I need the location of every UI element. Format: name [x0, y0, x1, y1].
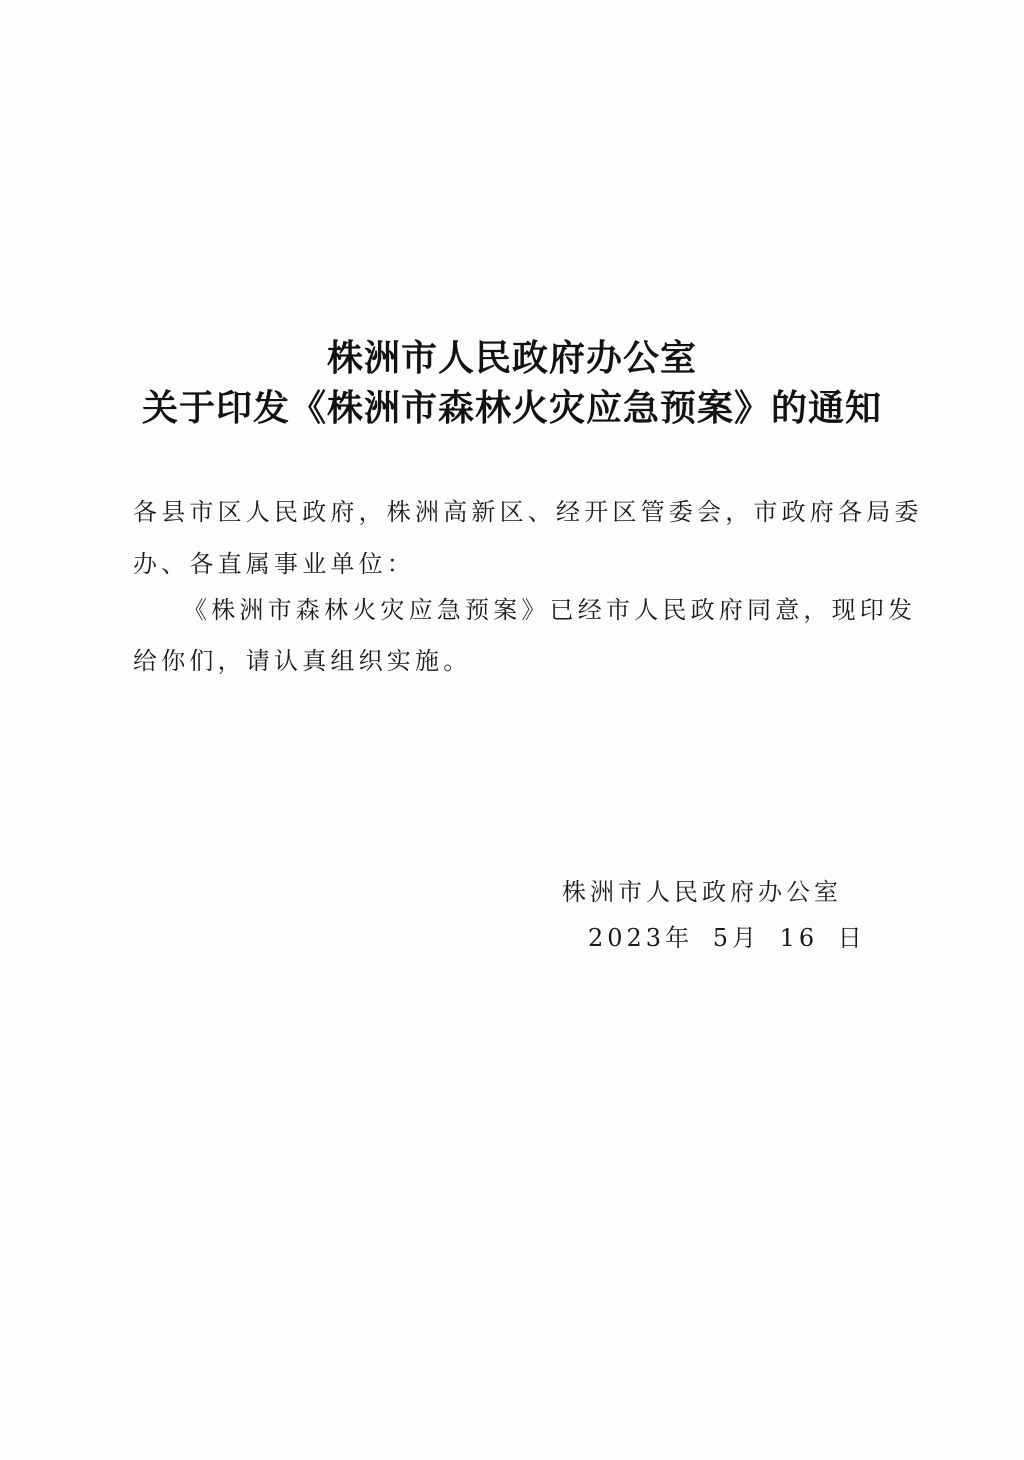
addressee-line1: 各县市区人民政府，株洲高新区、经开区管委会，市政府各局委 [133, 498, 923, 526]
document-title-line1: 株洲市人民政府办公室 [326, 337, 697, 379]
document-title-line2: 关于印发《株洲市森林火灾应急预案》的通知 [141, 387, 882, 429]
signature-organization: 株洲市人民政府办公室 [562, 878, 842, 906]
addressee-line2: 办、各直属事业单位： [133, 550, 415, 578]
signature-date: 2023年 5月 16 日 [588, 924, 866, 952]
body-paragraph-line1: 《株洲市森林火灾应急预案》已经市人民政府同意，现印发 [183, 596, 917, 624]
body-paragraph-line2: 给你们，请认真组织实施。 [133, 647, 472, 675]
